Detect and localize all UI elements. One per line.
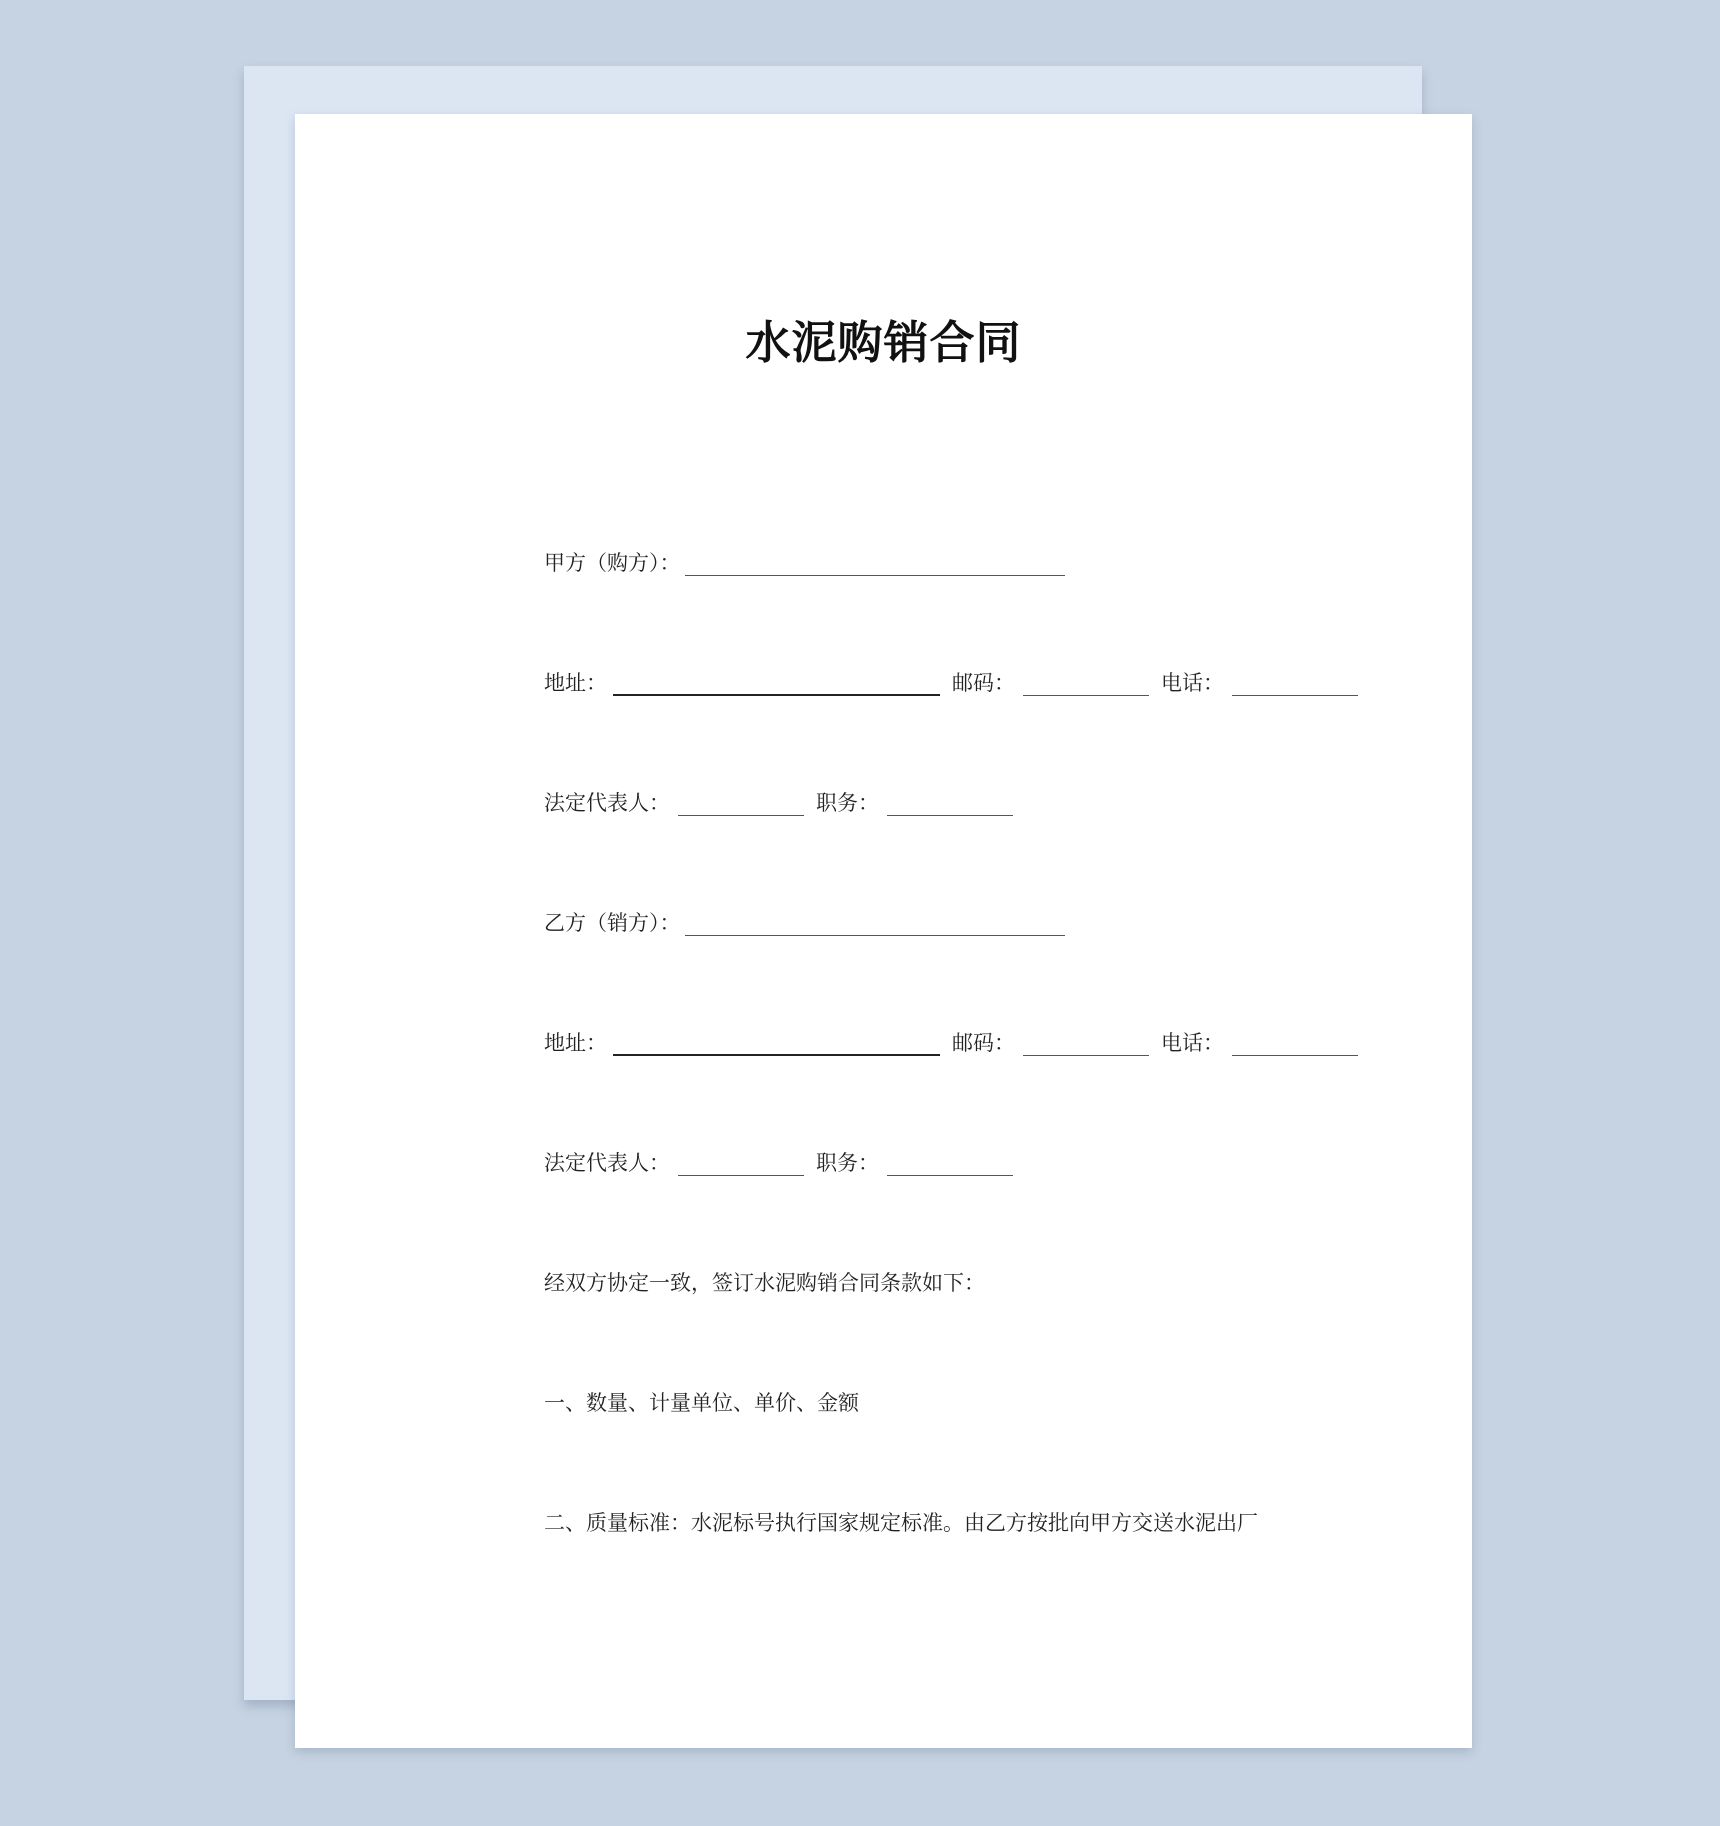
party-a-postcode-blank[interactable] [1023, 673, 1149, 696]
party-b-position-label: 职务： [816, 1151, 879, 1175]
party-b-address-line [544, 1028, 1358, 1058]
party-a-address-label: 地址： [544, 671, 607, 695]
party-a-phone-label: 电话： [1161, 671, 1224, 695]
party-b-position-blank[interactable] [887, 1153, 1013, 1176]
party-a-position-blank[interactable] [887, 793, 1013, 816]
party-b-phone-label: 电话： [1161, 1031, 1224, 1055]
party-b-rep-blank[interactable] [678, 1153, 804, 1176]
party-a-postcode-label: 邮码： [952, 671, 1015, 695]
document-page [295, 114, 1472, 1748]
clause-1 [544, 1388, 859, 1418]
clause-1-text: 一、数量、计量单位、单价、金额 [544, 1391, 859, 1415]
clause-2 [544, 1508, 1258, 1538]
party-b-rep-line [544, 1148, 1013, 1178]
party-b-label: 乙方（销方）： [544, 911, 681, 935]
intro-text: 经双方协定一致，签订水泥购销合同条款如下： [544, 1271, 985, 1295]
party-a-rep-blank[interactable] [678, 793, 804, 816]
party-b-postcode-blank[interactable] [1023, 1033, 1149, 1056]
party-a-phone-blank[interactable] [1232, 673, 1358, 696]
party-a-position-label: 职务： [816, 791, 879, 815]
party-a-rep-label: 法定代表人： [544, 791, 670, 815]
party-b-postcode-label: 邮码： [952, 1031, 1015, 1055]
clause-2-text: 二、质量标准：水泥标号执行国家规定标准。由乙方按批向甲方交送水泥出厂 [544, 1511, 1258, 1535]
party-b-address-blank[interactable] [613, 1032, 940, 1056]
party-a-label: 甲方（购方）： [544, 551, 681, 575]
party-b-line [544, 908, 1065, 938]
party-a-address-blank[interactable] [613, 672, 940, 696]
party-a-address-line [544, 668, 1358, 698]
document-title: 水泥购销合同 [745, 316, 1022, 369]
party-a-rep-line [544, 788, 1013, 818]
intro-paragraph [544, 1268, 985, 1298]
party-a-line [544, 548, 1065, 578]
party-b-rep-label: 法定代表人： [544, 1151, 670, 1175]
party-b-address-label: 地址： [544, 1031, 607, 1055]
party-b-blank[interactable] [685, 913, 1065, 936]
party-b-phone-blank[interactable] [1232, 1033, 1358, 1056]
party-a-blank[interactable] [685, 553, 1065, 576]
